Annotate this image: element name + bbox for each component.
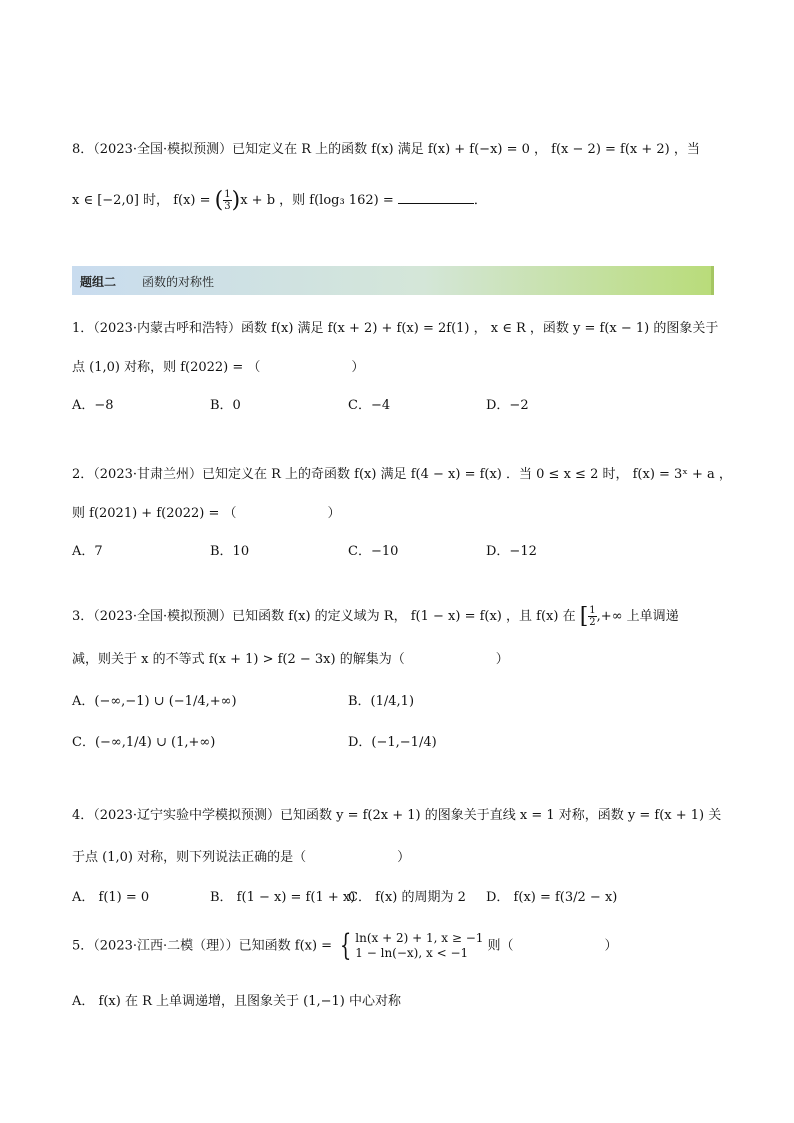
q5-piecewise bbox=[355, 931, 483, 961]
brace-icon: { bbox=[340, 928, 352, 963]
q3-line1 bbox=[72, 604, 679, 629]
q3-line2: 减，则关于 x 的不等式 f(x + 1) > f(2 − 3x) 的解集为（ ） bbox=[72, 652, 509, 667]
q3-fraction bbox=[588, 605, 596, 628]
bracket-left: [ bbox=[579, 604, 589, 629]
q1-option-d[interactable]: D．−2 bbox=[486, 398, 529, 413]
q4-option-b[interactable]: B． f(1 − x) = f(1 + x) bbox=[210, 890, 356, 905]
q3-option-b[interactable]: B．(1/4,1) bbox=[348, 694, 415, 709]
paren-left: ( bbox=[214, 188, 224, 213]
q8-fraction bbox=[223, 189, 231, 212]
q2-option-c[interactable]: C．−10 bbox=[348, 544, 399, 559]
q8-end: ． bbox=[473, 193, 487, 208]
section-header bbox=[72, 266, 714, 295]
q8-line1: 8．（2023·全国·模拟预测）已知定义在 R 上的函数 f(x) 满足 f(x) + f(−x) = 0 ， f(x − 2) = f(x + 2) ，当 bbox=[72, 142, 700, 157]
q4-line1: 4．（2023·辽宁实验中学模拟预测）已知函数 y = f(2x + 1) 的图象关于直线 x = 1 对称，函数 y = f(x + 1) 关 bbox=[72, 808, 722, 823]
q1-line1: 1．（2023·内蒙古呼和浩特）函数 f(x) 满足 f(x + 2) + f(x) = 2f(1) ， x ∈ R ，函数 y = f(x − 1) 的图象关于 bbox=[72, 321, 719, 336]
q8-line2-a: x ∈ [−2,0] 时， f(x) = bbox=[72, 193, 215, 208]
q4-line2: 于点 (1,0) 对称，则下列说法正确的是（ ） bbox=[72, 850, 411, 865]
q8-line2-b: x + b ，则 f(log₃ 162) = bbox=[240, 193, 398, 208]
answer-blank[interactable] bbox=[398, 191, 474, 204]
q1-option-c[interactable]: C．−4 bbox=[348, 398, 391, 413]
q5-suffix: 则（ ） bbox=[483, 938, 618, 954]
q5-option-a[interactable]: A． f(x) 在 R 上单调递增，且图象关于 (1,−1) 中心对称 bbox=[72, 994, 401, 1009]
q1-option-a[interactable]: A．−8 bbox=[72, 398, 114, 413]
q2-option-b[interactable]: B．10 bbox=[210, 544, 250, 559]
q3-line1-a: 3．（2023·全国·模拟预测）已知函数 f(x) 的定义域为 R， f(1 − x) = f(x) ，且 f(x) 在 bbox=[72, 609, 580, 624]
q5-line1 bbox=[72, 928, 618, 963]
q5-case1: ln(x + 2) + 1, x ≥ −1 bbox=[355, 931, 484, 945]
paren-right: ) bbox=[231, 188, 241, 213]
q3-line1-b: ,+∞ 上单调递 bbox=[596, 609, 679, 624]
q1-option-b[interactable]: B．0 bbox=[210, 398, 241, 413]
frac-num: 1 bbox=[224, 189, 231, 200]
frac-den: 2 bbox=[589, 617, 596, 628]
q5-prefix: 5．（2023·江西·二模（理））已知函数 f(x) = bbox=[72, 938, 337, 954]
q4-option-c[interactable]: C． f(x) 的周期为 2 bbox=[348, 890, 466, 905]
q3-option-d[interactable]: D．(−1,−1/4) bbox=[348, 735, 437, 750]
section-title: 题组二 bbox=[80, 275, 117, 289]
q2-line2: 则 f(2021) + f(2022) = （ ） bbox=[72, 506, 341, 521]
q4-option-a[interactable]: A． f(1) = 0 bbox=[72, 890, 150, 905]
q2-option-d[interactable]: D．−12 bbox=[486, 544, 537, 559]
frac-num: 1 bbox=[589, 605, 596, 616]
q2-line1: 2．（2023·甘肃兰州）已知定义在 R 上的奇函数 f(x) 满足 f(4 − x) = f(x) ．当 0 ≤ x ≤ 2 时， f(x) = 3ˣ + a ， bbox=[72, 467, 732, 482]
q3-option-a[interactable]: A．(−∞,−1) ∪ (−1/4,+∞) bbox=[72, 694, 237, 709]
q4-option-d[interactable]: D． f(x) = f(3/2 − x) bbox=[486, 890, 618, 905]
q1-line2: 点 (1,0) 对称，则 f(2022) = （ ） bbox=[72, 360, 365, 375]
q8-line2 bbox=[72, 188, 487, 213]
q2-option-a[interactable]: A．7 bbox=[72, 544, 103, 559]
q5-case2: 1 − ln(−x), x < −1 bbox=[355, 946, 469, 960]
frac-den: 3 bbox=[224, 201, 231, 212]
section-topic: 函数的对称性 bbox=[142, 275, 215, 289]
q3-option-c[interactable]: C．(−∞,1/4) ∪ (1,+∞) bbox=[72, 735, 216, 750]
